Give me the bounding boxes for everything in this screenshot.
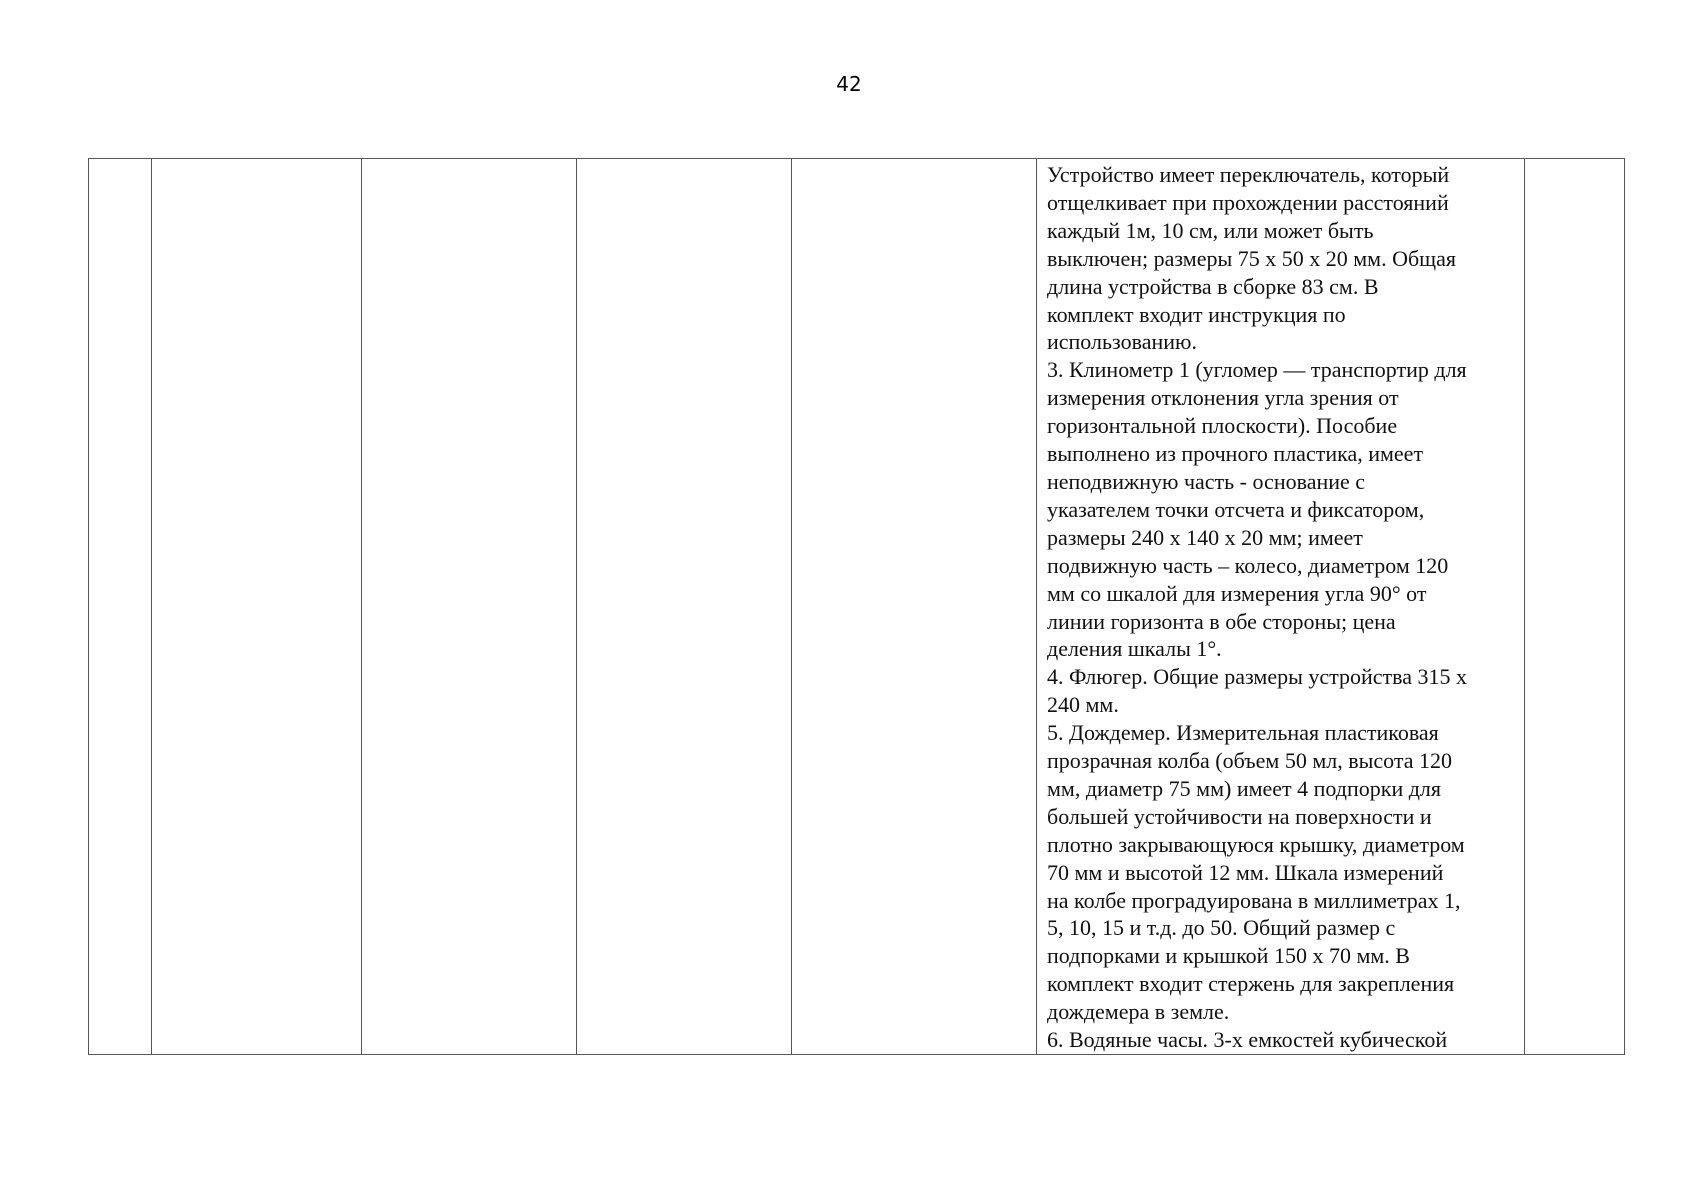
specification-table [88, 158, 1625, 1055]
table-cell-number [89, 159, 152, 1055]
table-cell-empty [152, 159, 362, 1055]
table-cell-empty [1525, 159, 1625, 1055]
table-row [89, 159, 1625, 1055]
table-cell-description: Устройство имеет переключатель, который отщелкивает при прохождении расстояний каждый 1м, 10 см, или может быть выключен; размеры 75 х 50 х 20 мм. Общая длина устройства в сборке 83 см. В комплект входит инструкция по использованию. 3. Клинометр 1 (угломер — транспортир для измерения отклонения угла зрения от горизонтальной плоскости). Пособие выполнено из прочного пластика, имеет неподвижную часть - основание с указателем точки отсчета и фиксатором, размеры 240 х 140 х 20 мм; имеет подвижную часть – колесо, диаметром 120 мм со шкалой для измерения угла 90° от линии горизонта в обе стороны; цена деления шкалы 1°. 4. Флюгер. Общие размеры устройства 315 х 240 мм. 5. Дождемер. Измерительная пластиковая прозрачная колба (объем 50 мл, высота 120 мм, диаметр 75 мм) имеет 4 подпорки для большей устойчивости на поверхности и плотно закрывающуюся крышку, диаметром 70 мм и высотой 12 мм. Шкала измерений на колбе проградуирована в миллиметрах 1, 5, 10, 15 и т.д. до 50. Общий размер с подпорками и крышкой 150 х 70 мм. В комплект входит стержень для закрепления дождемера в земле. 6. Водяные часы. 3-х емкостей кубической [1037, 159, 1525, 1055]
table-cell-empty [577, 159, 792, 1055]
table-cell-empty [792, 159, 1037, 1055]
page-number: 42 [836, 72, 862, 96]
table-cell-empty [362, 159, 577, 1055]
